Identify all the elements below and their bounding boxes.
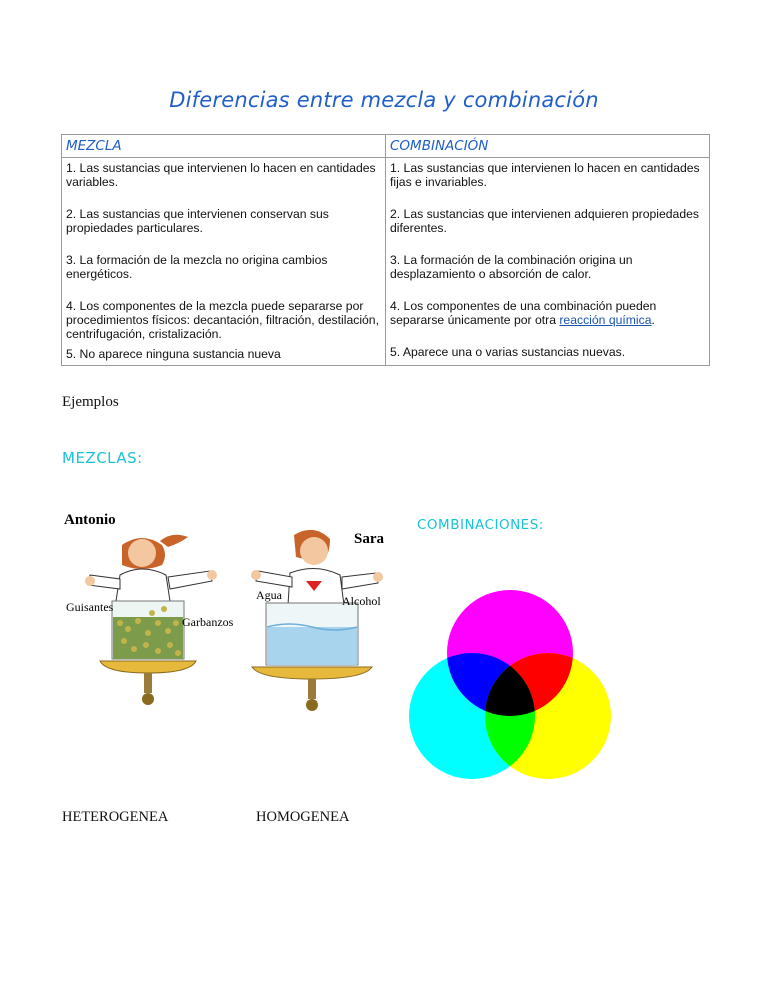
homogenea-caption: HOMOGENEA — [256, 809, 350, 825]
mezcla-item-1: 1. Las sustancias que intervienen lo hacen en cantidades variables. — [66, 161, 376, 189]
combinacion-item-2: 2. Las sustancias que intervienen adquieren propiedades diferentes. — [390, 207, 699, 235]
page-title: Diferencias entre mezcla y combinación — [169, 88, 599, 112]
alcohol-label: Alcohol — [342, 594, 381, 608]
comparison-table — [61, 134, 710, 366]
mezcla-item-5: 5. No aparece ninguna sustancia nueva — [66, 347, 281, 361]
sara-label: Sara — [354, 531, 384, 547]
agua-label: Agua — [256, 588, 282, 602]
combinaciones-heading: COMBINACIONES: — [417, 517, 544, 533]
mezclas-heading: MEZCLAS: — [62, 449, 143, 467]
garbanzos-label: Garbanzos — [182, 615, 234, 629]
heterogenea-caption: HETEROGENEA — [62, 809, 169, 825]
combinacion-item-4-text: 4. Los componentes de una combinación pueden separarse únicamente por otra — [390, 299, 657, 327]
table-header-row — [62, 135, 710, 158]
combinacion-item-5: 5. Aparece una o varias sustancias nuevas. — [390, 345, 626, 359]
combinacion-column — [386, 158, 710, 366]
mezcla-item-2: 2. Las sustancias que intervienen conservan sus propiedades particulares. — [66, 207, 329, 235]
combinacion-item-1: 1. Las sustancias que intervienen lo hacen en cantidades fijas e invariables. — [390, 161, 700, 189]
ejemplos-label: Ejemplos — [62, 394, 119, 410]
combinacion-item-3: 3. La formación de la combinación origina un desplazamiento o absorción de calor. — [390, 253, 633, 281]
combinacion-item-4-suffix: . — [651, 313, 655, 327]
mezcla-item-3: 3. La formación de la mezcla no origina cambios energéticos. — [66, 253, 328, 281]
combinacion-item-4 — [390, 299, 705, 327]
color-combination-diagram — [405, 588, 615, 788]
mixtures-illustration — [60, 505, 400, 725]
mezcla-item-4: 4. Los componentes de la mezcla puede separarse por procedimientos físicos: decantación, filtración, destilación, centrifugación, cristalización. — [66, 299, 379, 341]
antonio-label: Antonio — [64, 512, 116, 528]
header-mezcla: MEZCLA — [62, 135, 386, 158]
reaccion-quimica-link[interactable]: reacción química — [559, 313, 652, 327]
table-row — [62, 158, 710, 366]
header-combinacion: COMBINACIÓN — [386, 135, 710, 158]
sara-beaker — [252, 603, 372, 711]
antonio-figure — [85, 535, 217, 601]
guisantes-label: Guisantes — [66, 600, 114, 614]
mezcla-column — [62, 158, 386, 366]
